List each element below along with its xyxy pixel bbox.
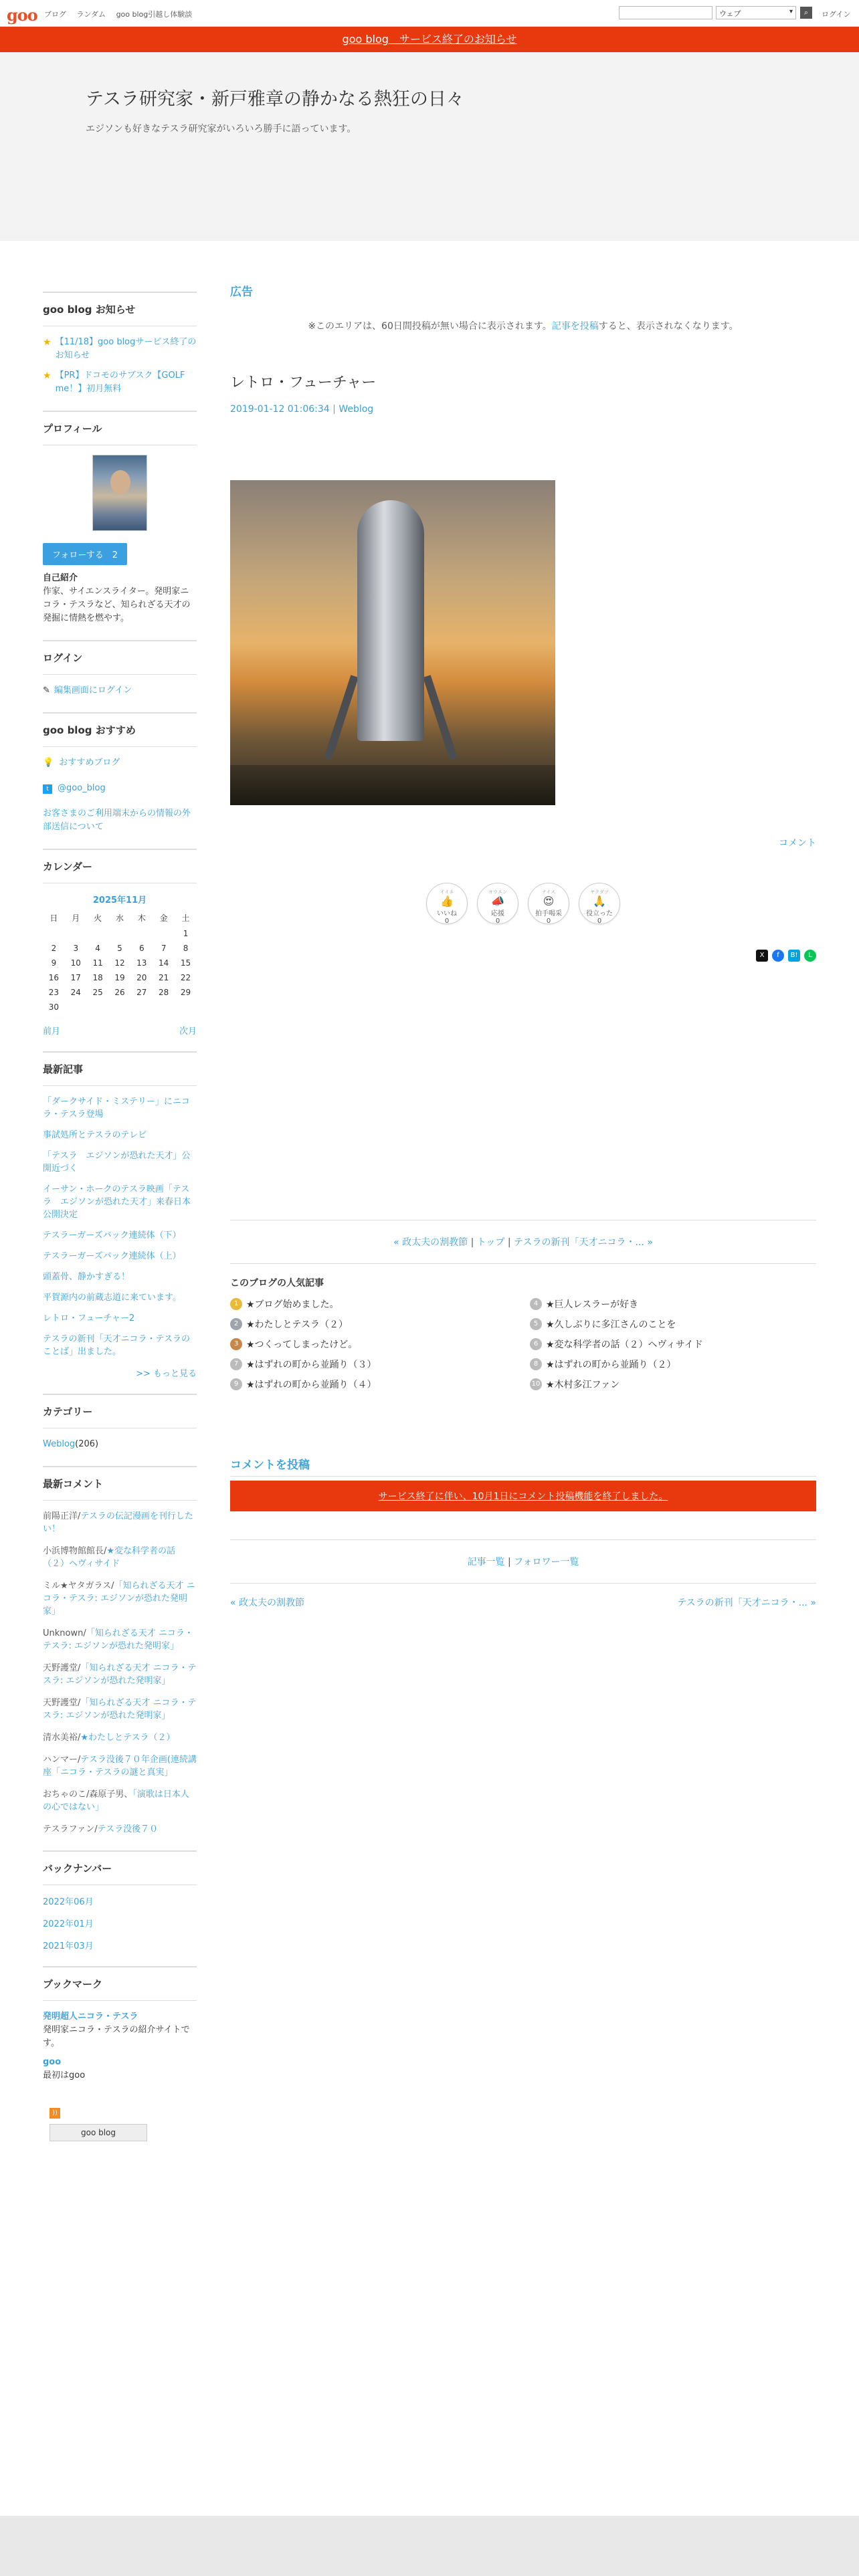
follow-button[interactable]: フォローする 2 [43, 543, 127, 565]
calendar-weekday: 日 [50, 914, 58, 923]
pager-next-link[interactable]: テスラの新刊「天才ニコラ・... » [677, 1598, 816, 1608]
reaction-buttons [230, 883, 816, 924]
reaction-caption: ヤクダツ [590, 889, 609, 895]
twitter-link[interactable] [43, 782, 197, 795]
popular-item[interactable] [530, 1358, 816, 1371]
comment-author: 天野護堂/ [43, 1663, 81, 1673]
calendar-day: 9 [51, 958, 57, 968]
bookmark-name[interactable]: goo [43, 2057, 62, 2067]
comment-article-link[interactable]: 「知られざる天才 ニコラ・テスラ: エジソンが恐れた発明家」 [43, 1663, 197, 1686]
calendar-weekday: 水 [115, 914, 124, 923]
popular-item[interactable] [530, 1337, 816, 1351]
calendar-day [87, 1000, 109, 1014]
recent-list [43, 1095, 197, 1358]
footer [0, 2516, 859, 2576]
login-link[interactable]: ログイン [822, 10, 851, 19]
calendar-day: 3 [73, 944, 79, 953]
recent-article-link[interactable]: 「ダークサイド・ミステリー」にニコラ・テスラ登場 [43, 1097, 190, 1119]
top-link[interactable]: トップ [476, 1237, 505, 1248]
admin-login-link[interactable] [43, 684, 197, 697]
reaction-label: 拍手喝采 [535, 910, 562, 918]
avatar [92, 455, 147, 531]
reaction-icon: 📣 [491, 895, 504, 907]
calendar-day [87, 926, 109, 941]
facebook-share-icon[interactable]: f [772, 950, 784, 962]
backnumber-item[interactable]: 2021年03月 [43, 1941, 94, 1951]
calendar-prev-link[interactable]: 前月 [43, 1027, 61, 1037]
calendar-day: 13 [136, 958, 147, 968]
nav-blog[interactable]: ブログ [44, 10, 66, 19]
bookmark-desc: 最初はgoo [43, 2070, 86, 2080]
calendar-day [65, 926, 87, 941]
twitter-label: @goo_blog [58, 783, 106, 793]
top-utility-bar [0, 0, 859, 27]
category-item[interactable] [43, 1438, 197, 1451]
calendar-table [43, 909, 197, 1014]
ad-note [230, 319, 816, 332]
reaction-button[interactable] [528, 883, 569, 924]
recent-comment [43, 1545, 197, 1570]
comment-author: 前陽正洋/ [43, 1511, 81, 1521]
star-icon: ★ [43, 370, 52, 381]
entry-list-link[interactable]: 記事一覧 [467, 1557, 505, 1568]
calendar-day [153, 926, 175, 941]
external-info-link[interactable]: お客さまのご利用端末からの情報の外部送信について [43, 809, 191, 832]
top-nav [44, 9, 200, 19]
pager-prev-link[interactable]: « 政太夫の割教節 [230, 1598, 305, 1608]
rank-icon: 4 [530, 1298, 542, 1310]
comment-author: テスラファン/ [43, 1824, 98, 1834]
comment-author: ミル★ヤタガラス/ [43, 1581, 114, 1591]
recommend-blog-label: おすすめブログ [59, 758, 120, 768]
comment-author: 天野護堂/ [43, 1698, 81, 1708]
ad-post-link[interactable]: 記事を投稿 [551, 321, 599, 332]
comment-author: 小浜博物館館長/ [43, 1546, 107, 1556]
reaction-label: 応援 [491, 910, 504, 918]
calendar-day: 23 [48, 988, 60, 997]
comments-section [43, 1466, 197, 1836]
pager [230, 1596, 816, 1609]
calendar-day: 29 [180, 988, 191, 997]
bookmark-desc: 発明家ニコラ・テスラの紹介サイトです。 [43, 2025, 190, 2048]
calendar-month: 2025年11月 [92, 895, 147, 905]
calendar-day: 20 [136, 973, 147, 982]
calendar-day: 5 [117, 944, 122, 953]
bulb-icon: 💡 [43, 758, 54, 768]
calendar-day: 2 [51, 944, 57, 953]
recent-comment [43, 1580, 197, 1618]
ad-note-pre: ※このエリアは、60日間投稿が無い場合に表示されます。 [308, 321, 552, 332]
admin-login-label: 編集画面にログイン [54, 685, 132, 695]
popular-item-title: ★久しぶりに多江さんのことを [546, 1319, 676, 1330]
calendar-day [153, 1000, 175, 1014]
recent-comment [43, 1662, 197, 1687]
rank-icon: 3 [230, 1338, 242, 1350]
recent-article-link[interactable]: レトロ・フューチャー2 [43, 1313, 135, 1323]
recent-comment [43, 1788, 197, 1814]
rank-icon: 2 [230, 1318, 242, 1330]
entry-date: 2019-01-12 01:06:34 [230, 404, 330, 415]
intro-text: 作家、サイエンスライター。発明家ニコラ・テスラなど、知られざる天才の発掘に情熱を燃やす。 [43, 586, 191, 623]
bookmark-heading: ブックマーク [43, 1977, 197, 2001]
reaction-button[interactable] [579, 883, 620, 924]
calendar-day [130, 926, 153, 941]
category-count: (206) [75, 1439, 99, 1449]
goo-blog-badge[interactable]: goo blog [50, 2124, 147, 2141]
calendar-day [109, 1000, 131, 1014]
popular-item[interactable] [230, 1358, 516, 1371]
recent-article-link[interactable]: 平賀源内の前蔵志道に来ています。 [43, 1293, 181, 1303]
rank-icon: 8 [530, 1358, 542, 1370]
recent-comment [43, 1627, 197, 1652]
reaction-count: 0 [597, 918, 602, 925]
reaction-label: いいね [437, 910, 457, 918]
backnumber-item[interactable]: 2022年06月 [43, 1897, 94, 1907]
search-scope-select[interactable] [716, 6, 796, 19]
calendar-day: 22 [180, 973, 191, 982]
reaction-button[interactable] [426, 883, 468, 924]
popular-item-title: ★木村多江ファン [546, 1380, 620, 1390]
calendar-day: 24 [70, 988, 81, 997]
comment-article-link[interactable]: 「知られざる天才 ニコラ・テスラ: エジソンが恐れた発明家」 [43, 1628, 193, 1651]
popular-item[interactable] [230, 1378, 516, 1391]
bookmark-section [43, 1966, 197, 2141]
popular-item-title: ★巨人レスラーが好き [546, 1299, 639, 1310]
calendar-day: 4 [95, 944, 100, 953]
calendar-day: 15 [180, 958, 191, 968]
comment-author: おちゃのこ/森原子男、 [43, 1790, 133, 1800]
comment-author: Unknown/ [43, 1628, 86, 1638]
login-section [43, 640, 197, 697]
calendar-heading: カレンダー [43, 859, 197, 883]
rss-icon[interactable]: )) [50, 2108, 60, 2119]
calendar-day: 8 [183, 944, 189, 953]
calendar-next-link[interactable]: 次月 [179, 1027, 197, 1037]
popular-list [230, 1297, 816, 1391]
ad-note-post: すると、表示されなくなります。 [598, 321, 739, 332]
recent-comment [43, 1753, 197, 1779]
calendar-day: 16 [48, 973, 60, 982]
hatena-share-icon[interactable]: B! [788, 950, 800, 962]
reaction-icon: 😍 [543, 895, 555, 907]
recent-comment [43, 1823, 197, 1836]
calendar-day: 14 [159, 958, 169, 968]
rank-icon: 10 [530, 1378, 542, 1390]
calendar-weekday: 月 [72, 914, 80, 923]
login-heading: ログイン [43, 651, 197, 675]
calendar-day: 1 [183, 929, 189, 938]
popular-heading: このブログの人気記事 [230, 1278, 324, 1289]
next-entry-link[interactable]: テスラの新刊「天才ニコラ・... » [514, 1237, 653, 1248]
calendar-day: 12 [114, 958, 125, 968]
popular-item-title: ★つくってしまったけど。 [246, 1339, 358, 1350]
calendar-day: 10 [70, 958, 81, 968]
popular-item-title: ★ブログ始めました。 [246, 1299, 339, 1310]
popular-item[interactable] [230, 1317, 516, 1331]
search-icon[interactable]: ⌕ [800, 7, 812, 19]
recent-comment [43, 1697, 197, 1722]
calendar-weekday: 金 [159, 914, 168, 923]
star-icon: ★ [43, 337, 52, 348]
ad-heading: 広告 [230, 286, 253, 299]
comment-article-link[interactable]: テスラの伝記漫画を刊行したい！ [43, 1511, 193, 1534]
reaction-button[interactable] [477, 883, 518, 924]
recent-more-link[interactable]: >> もっと見る [136, 1369, 197, 1379]
comment-author: 清水美裕/ [43, 1733, 81, 1743]
recent-article-link[interactable]: テスラの新刊「天才ニコラ・テスラのことば」出ました。 [43, 1334, 190, 1357]
reaction-caption: オウエン [488, 889, 507, 895]
recent-article-link[interactable]: 頭蓋骨、静かすぎる！ [43, 1272, 130, 1282]
recent-article-link[interactable]: イーサン・ホークのテスラ映画「テスラ エジソンが恐れた天才」来春日本公開決定 [43, 1184, 191, 1220]
recommend-section [43, 712, 197, 834]
service-end-notice-bar [0, 27, 859, 52]
news-section [43, 292, 197, 396]
popular-item-title: ★はずれの町から並踊り（２） [546, 1360, 676, 1370]
entry-category-link[interactable]: Weblog [339, 404, 374, 415]
popular-item[interactable] [530, 1297, 816, 1311]
recent-comment [43, 1731, 197, 1744]
rank-icon: 6 [530, 1338, 542, 1350]
comment-article-link[interactable]: テスラ没後７０ [97, 1824, 159, 1834]
popular-item[interactable] [530, 1317, 816, 1331]
profile-heading: プロフィール [43, 421, 197, 445]
reaction-icon: 👍 [440, 895, 454, 907]
calendar-day: 26 [114, 988, 125, 997]
news-item-label: 【PR】ドコモのサブスク【GOLF me！】初月無料 [55, 370, 185, 394]
entry-comment-link[interactable]: コメント [779, 838, 816, 849]
calendar-day: 19 [114, 973, 125, 982]
comment-author: ハンマー/ [43, 1755, 81, 1765]
nav-random[interactable]: ランダム [76, 10, 106, 19]
reaction-count: 0 [444, 918, 450, 925]
entry-navigation: « 政太夫の割教節 | トップ | テスラの新刊「天才ニコラ・... » [230, 1220, 816, 1264]
calendar-day [109, 926, 131, 941]
calendar-nav [43, 1024, 197, 1037]
category-heading: カテゴリー [43, 1404, 197, 1428]
news-item[interactable] [43, 369, 197, 396]
recommend-heading: goo blog おすすめ [43, 723, 197, 747]
main-content [230, 280, 816, 1609]
comment-article-link[interactable]: テスラ没後７０年企画(連続講座「ニコラ・テスラの謎と真実」 [43, 1755, 197, 1778]
share-buttons [230, 950, 816, 962]
calendar-day: 25 [92, 988, 103, 997]
backnumber-section [43, 1850, 197, 1951]
blog-header [0, 52, 859, 241]
news-heading: goo blog お知らせ [43, 302, 197, 326]
reaction-count: 0 [546, 918, 551, 925]
calendar-day [65, 1000, 87, 1014]
recommend-blog-link[interactable] [43, 756, 197, 770]
calendar-day [175, 1000, 197, 1014]
post-comment-heading: コメントを投稿 [230, 1455, 816, 1477]
recent-comment [43, 1510, 197, 1535]
recent-section [43, 1051, 197, 1379]
calendar-day [43, 926, 65, 941]
bottom-links: 記事一覧 | フォロワー一覧 [230, 1539, 816, 1584]
recent-article-link[interactable]: 「テスラ エジソンが恐れた天才」公開近づく [43, 1151, 191, 1174]
calendar-day [130, 1000, 153, 1014]
x-share-icon[interactable]: X [756, 950, 768, 962]
popular-item[interactable] [530, 1378, 816, 1391]
calendar-day: 30 [48, 1002, 60, 1012]
popular-item-title: ★はずれの町から並踊り（３） [246, 1360, 377, 1370]
prev-entry-link[interactable]: « 政太夫の割教節 [393, 1237, 468, 1248]
rocket-photo [230, 480, 555, 805]
reaction-label: 役立った [586, 910, 613, 918]
category-section [43, 1394, 197, 1451]
sidebar [43, 292, 197, 2156]
comment-article-link[interactable]: 「知られざる天才 ニコラ・テスラ: エジソンが恐れた発明家」 [43, 1698, 197, 1721]
blog-title[interactable]: テスラ研究家・新戸雅章の静かなる熱狂の日々 [86, 89, 464, 110]
calendar-weekday: 土 [181, 914, 190, 923]
comment-article-link[interactable]: 「演歌は日本人の心ではない」 [43, 1790, 189, 1812]
calendar-day: 27 [136, 988, 147, 997]
intro-label: 自己紹介 [43, 573, 78, 583]
calendar-day: 18 [92, 973, 103, 982]
calendar-day: 17 [70, 973, 81, 982]
calendar-weekday: 火 [94, 914, 102, 923]
bookmark-name[interactable]: 発明超人ニコラ・テスラ [43, 2012, 138, 2022]
rank-icon: 9 [230, 1378, 242, 1390]
goo-logo[interactable]: goo [7, 5, 37, 25]
calendar-day: 6 [138, 944, 145, 953]
comment-article-link[interactable]: 「知られざる天才 ニコラ・テスラ: エジソンが恐れた発明家」 [43, 1581, 195, 1616]
comment-article-link[interactable]: ★わたしとテスラ（２） [80, 1733, 175, 1743]
backnumber-item[interactable]: 2022年01月 [43, 1919, 94, 1929]
popular-item[interactable] [230, 1337, 516, 1351]
rank-icon: 7 [230, 1358, 242, 1370]
line-share-icon[interactable]: L [804, 950, 816, 962]
calendar-day: 7 [161, 944, 167, 953]
popular-item-title: ★わたしとテスラ（２） [246, 1319, 348, 1330]
recent-article-link[interactable]: テスラーガーズバック連続体（下） [43, 1230, 181, 1241]
rank-icon: 1 [230, 1298, 242, 1310]
search-scope-value: ウェブ [719, 9, 741, 18]
backnumber-heading: バックナンバー [43, 1861, 197, 1885]
popular-item-title: ★はずれの町から並踊り（４） [246, 1380, 377, 1390]
popular-item[interactable] [230, 1297, 516, 1311]
reaction-icon: 🙏 [593, 895, 606, 907]
pencil-icon: ✎ [43, 685, 50, 695]
recent-article-link[interactable]: テスラーガーズバック連続体（上） [43, 1251, 181, 1261]
reaction-caption: ナイス [541, 889, 556, 895]
entry-meta: 2019-01-12 01:06:34 | Weblog [230, 404, 374, 415]
news-item-label: 【11/18】goo blogサービス終了のお知らせ [55, 337, 197, 360]
twitter-icon: t [43, 784, 52, 794]
blog-description: エジソンも好きなテスラ研究家がいろいろ勝手に語っています。 [86, 124, 357, 134]
nav-migration[interactable]: goo blog引越し体験談 [116, 10, 193, 19]
calendar-section [43, 849, 197, 1037]
comments-heading: 最新コメント [43, 1477, 197, 1501]
news-item[interactable] [43, 336, 197, 362]
recent-heading: 最新記事 [43, 1062, 197, 1086]
calendar-day: 21 [159, 973, 169, 982]
entry-title[interactable]: レトロ・フューチャー [230, 374, 377, 391]
service-end-notice-link[interactable]: goo blog サービス終了のお知らせ [342, 33, 517, 45]
search-input[interactable] [619, 6, 712, 19]
reaction-caption: イイネ [440, 889, 454, 895]
rank-icon: 5 [530, 1318, 542, 1330]
calendar-day: 28 [159, 988, 169, 997]
calendar-day: 11 [92, 958, 103, 968]
reaction-count: 0 [495, 918, 500, 925]
comment-closed-notice[interactable]: サービス終了に伴い、10月1日にコメント投稿機能を終了しました。 [230, 1481, 816, 1511]
profile-section [43, 411, 197, 625]
comment-list [43, 1510, 197, 1836]
calendar-weekday: 木 [137, 914, 146, 923]
follower-list-link[interactable]: フォロワー一覧 [514, 1557, 579, 1568]
recent-article-link[interactable]: 事試処所とテスラのテレビ [43, 1130, 147, 1140]
category-name: Weblog [43, 1439, 76, 1449]
comment-article-link[interactable]: ★変な科学者の話（２）ヘヴィサイド [43, 1546, 176, 1569]
popular-item-title: ★変な科学者の話（２）ヘヴィサイド [546, 1339, 703, 1350]
